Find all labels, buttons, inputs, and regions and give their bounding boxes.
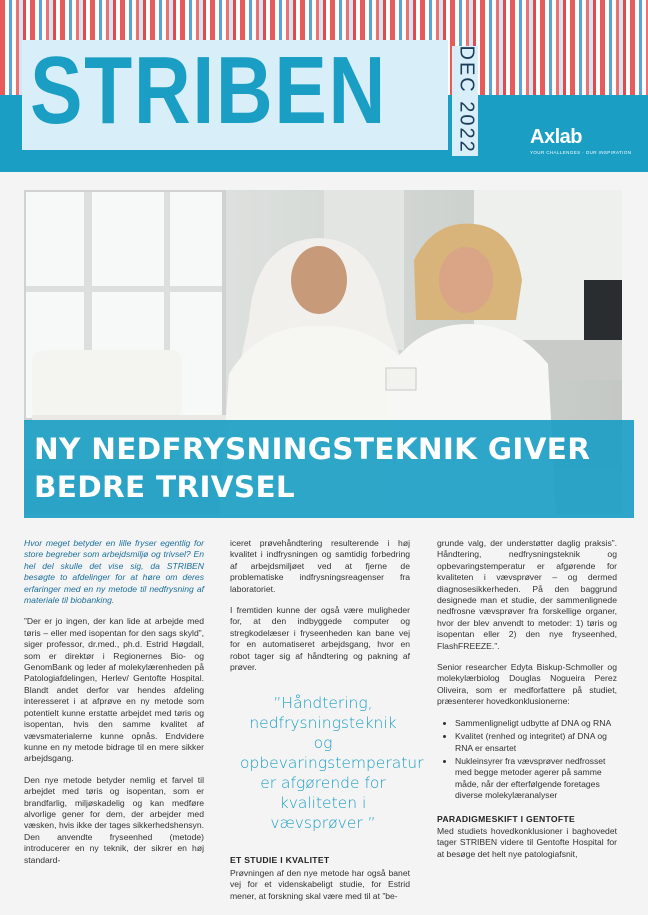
column-2: [230, 538, 424, 912]
paragraph: grunde valg, der understøtter daglig praksis”. Håndtering, nedfrysningsteknik og opbevaringstemperatur er afgørende for kvaliteten i vævsprøver – og dermed diagnosesikkerheden. På den baggrund designede man et studie, der sammenlignede nedfrosne vævsprøver fra forskellige organer, hvor der blev anvendt to metoder: 1) tøris og isopentan eller 2) den nye fryseenhed, FlashFREEZE.”.: [437, 538, 617, 651]
pull-quote: ”Håndtering, nedfrysningsteknik og opbevaringstemperatur er afgørende for kvaliteten i vævsprøver ”: [240, 694, 424, 833]
column-1: [24, 538, 204, 876]
issue-date: DEC 2022: [455, 45, 478, 154]
column-3: [437, 538, 617, 870]
list-item: • Nukleinsyrer fra vævsprøver nedfrosset med begge metoder agerer på samme måde, når der efterfølgende foretages diverse molekylæranalyser: [455, 756, 617, 802]
logo-name: Axlab: [530, 126, 582, 148]
headline-banner: [24, 420, 634, 518]
logo-tagline: YOUR CHALLENGES · OUR INSPIRATION: [530, 150, 632, 155]
paragraph: iceret prøvehåndtering resulterende i høj kvalitet i indfrysningen og samtidig forbedring af arbejdsmiljøet ved at fjerne de problematiske indfrysningsreagenser fra laboratoriet.: [230, 538, 410, 594]
paragraph: Prøvningen af den nye metode har også banet vej for et videnskabeligt studie, for Estrid mener, at forskning skal være med til at ”be-: [230, 867, 410, 901]
paragraph: ”Der er jo ingen, der kan lide at arbejde med tøris – eller med isopentan for den sags skyld”, siger professor, dr.med., ph.d. Estrid Høgdall, som er direktør i Regionernes Bio- og GenomBank og leder af molekylærenheden på Patologiafdelingen, Herlev/ Gentofte Hospital. Blandt andet derfor var hendes afdeling interesseret i at afprøve en ny metode som potentielt kunne erstatte arbejdet med tøris og isopentan, hvis den samme kvalitet af vævsmaterialerne kunne opnås. Endvidere kunne en ny metode bidrage til en mere sikker arbejdsgang.: [24, 616, 204, 764]
section-subhead: PARADIGMESKIFT I GENTOFTE: [437, 813, 575, 824]
article-intro: Hvor meget betyder en lille fryser egentlig for store begreber som arbejdsmiljø og trivsel? En hel del skulle det vise sig, da STRIBEN besøgte to afdelinger for at høre om deres erfaringer med en ny metode til nedfrysning af materiale til biobanking.: [24, 538, 204, 606]
section-subhead: ET STUDIE I KVALITET: [230, 855, 330, 866]
masthead: [0, 0, 648, 172]
article-headline: NY NEDFRYSNINGSTEKNIK GIVER BEDRE TRIVSEL: [34, 432, 591, 504]
paragraph: Senior researcher Edyta Biskup-Schmoller og molekylærbiolog Douglas Nogueira Perez Oliveira, som er medforfattere på studiet, præsenterer hovedkonklusionerne:: [437, 662, 617, 707]
conclusions-list: [437, 718, 617, 802]
list-item: • Kvalitet (renhed og integritet) af DNA og RNA er ensartet: [455, 731, 617, 754]
axlab-logo: [530, 126, 631, 155]
paragraph: I fremtiden kunne der også være muligheder for, at den indbyggede computer og stregkodelæser i fryseenheden kan bane vej for en automatiseret arbejdsgang, hvor en robot tager sig af håndtering og pakning af prøver.: [230, 605, 410, 673]
newsletter-title: STRIBEN: [30, 37, 387, 144]
issue-date-box: [452, 46, 478, 156]
paragraph: Den nye metode betyder nemlig et farvel til arbejdet med tøris og isopentan, som er brandfarlig, miljøskadelig og kan medføre alvorlige gener for dem, der arbejder med væsken, hvis ikke der tages sikkerhedshensyn. Den anvendte fryseenhed (metode) introducerer en ny teknik, der sikrer en høj standard-: [24, 774, 204, 865]
list-item: • Sammenligneligt udbytte af DNA og RNA: [455, 718, 617, 729]
paragraph: Med studiets hovedkonklusioner i baghovedet tager STRIBEN videre til Gentofte Hospital for at besøge det helt nye patologiafsnit,: [437, 825, 617, 859]
